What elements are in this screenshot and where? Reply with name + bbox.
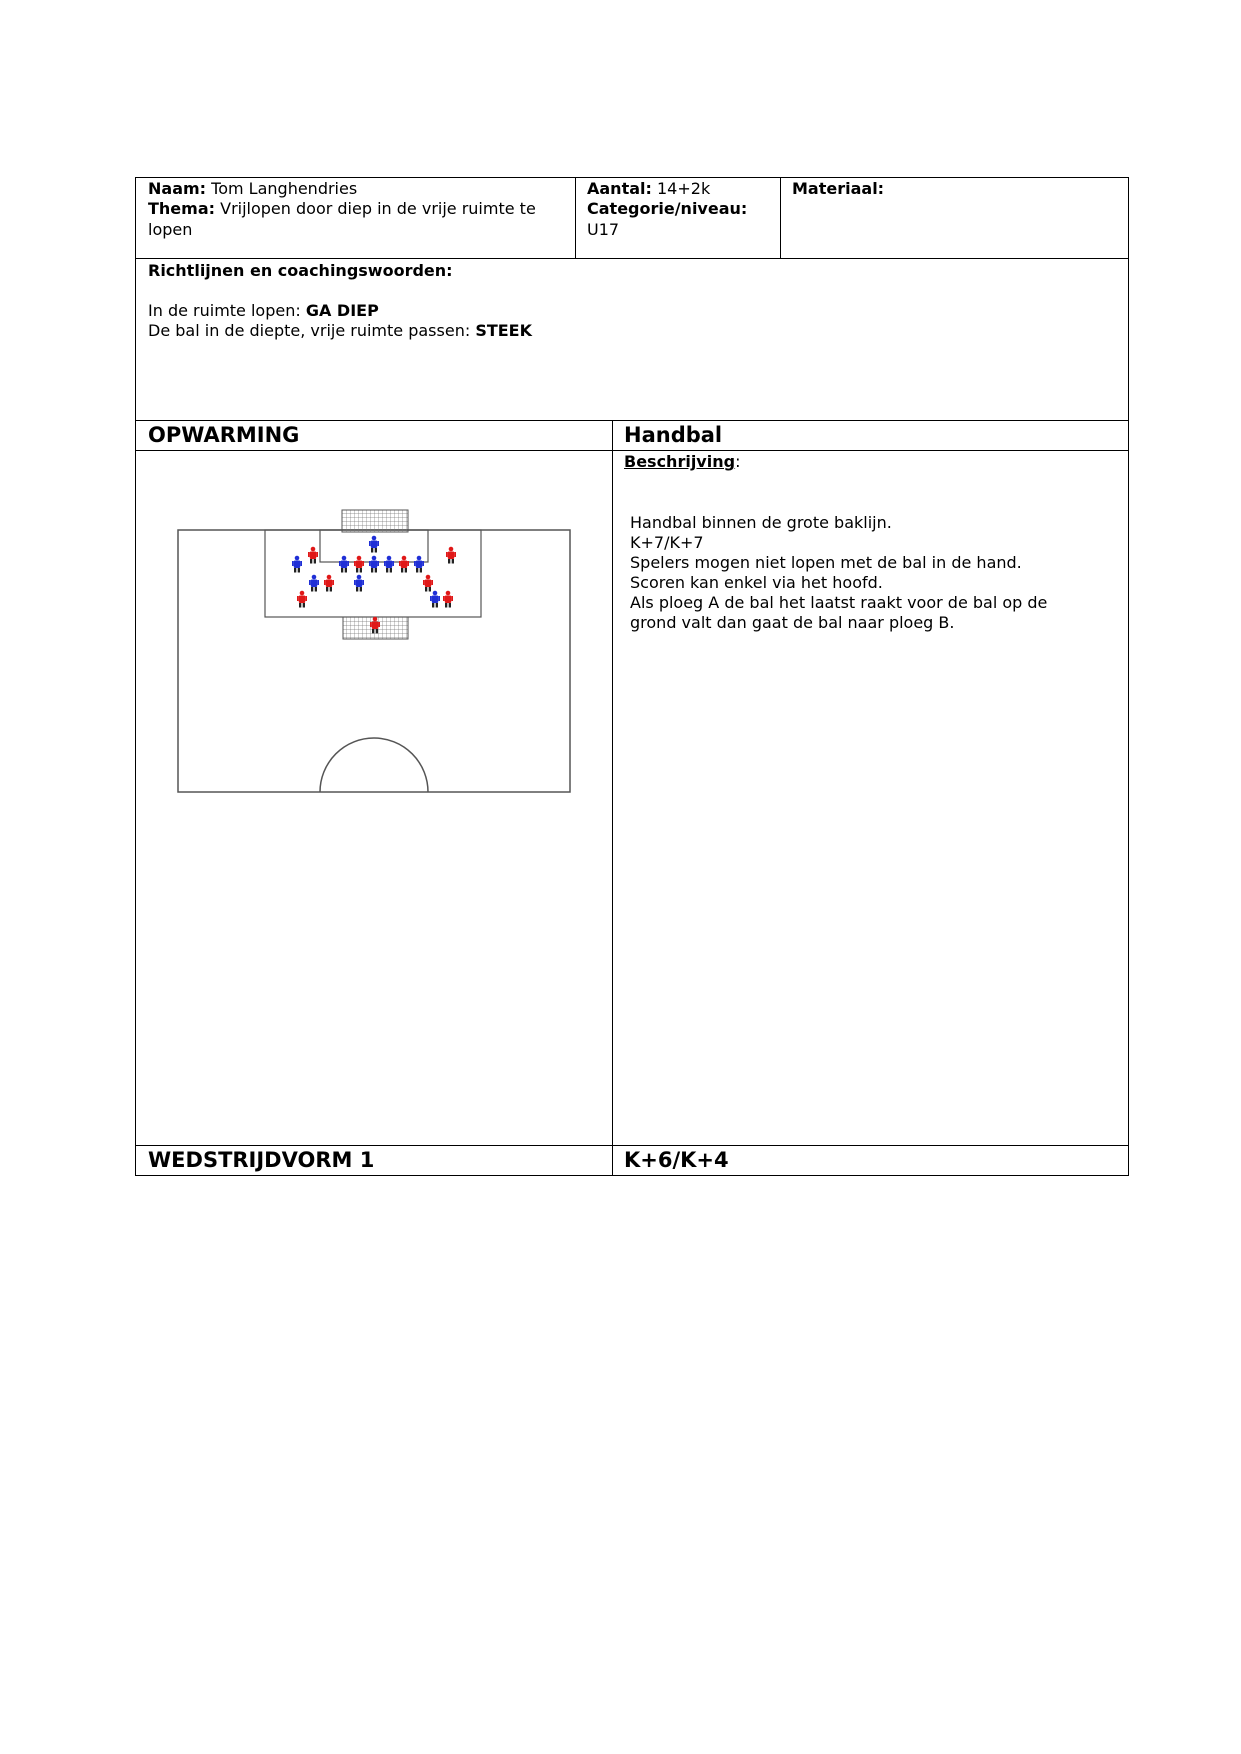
aantal-line — [587, 179, 710, 199]
coaching-title: Richtlijnen en coachingswoorden: — [148, 261, 453, 280]
coaching-keyword-steek: STEEK — [475, 321, 533, 340]
opwarming-title: OPWARMING — [148, 423, 300, 447]
naam-value: Tom Langhendries — [211, 179, 358, 198]
coaching-line1-prefix: In de ruimte lopen: — [148, 301, 306, 320]
thema-line — [148, 199, 536, 219]
materiaal-label: Materiaal: — [792, 179, 885, 198]
rule-header-col2 — [780, 177, 781, 259]
beschrijving-line-5: Als ploeg A de bal het laatst raakt voor de bal op de — [630, 593, 1048, 612]
wedstrijdvorm-title: WEDSTRIJDVORM 1 — [148, 1148, 375, 1172]
beschrijving-line-3: Spelers mogen niet lopen met de bal in de hand. — [630, 553, 1022, 572]
beschrijving-colon: : — [735, 452, 741, 471]
beschrijving-line-1: Handbal binnen de grote baklijn. — [630, 513, 892, 532]
field-outline — [178, 530, 570, 792]
rule-wedstrijd-top — [135, 1145, 1129, 1146]
goal-top — [342, 510, 408, 532]
aantal-value: 14+2k — [657, 179, 711, 198]
rule-header-bottom — [135, 258, 1129, 259]
thema-value-line2: lopen — [148, 220, 193, 239]
rule-main-col — [612, 420, 613, 1176]
aantal-label: Aantal: — [587, 179, 652, 198]
naam-line — [148, 179, 357, 199]
coaching-line1 — [148, 301, 379, 321]
categorie-label: Categorie/niveau: — [587, 199, 748, 218]
thema-label: Thema: — [148, 199, 216, 218]
beschrijving-line-2: K+7/K+7 — [630, 533, 704, 552]
thema-value-line1: Vrijlopen door diep in de vrije ruimte te — [220, 199, 536, 218]
coaching-keyword-ga-diep: GA DIEP — [305, 301, 379, 320]
categorie-value: U17 — [587, 220, 620, 239]
rule-header-col1 — [575, 177, 576, 259]
beschrijving-line-4: Scoren kan enkel via het hoofd. — [630, 573, 883, 592]
coaching-line2-prefix: De bal in de diepte, vrije ruimte passen: — [148, 321, 476, 340]
rule-opwarming-bottom — [135, 450, 1129, 451]
pitch-diagram — [170, 505, 580, 801]
coaching-line2 — [148, 321, 532, 341]
naam-label: Naam: — [148, 179, 207, 198]
beschrijving-heading — [624, 452, 740, 472]
beschrijving-line-6: grond valt dan gaat de bal naar ploeg B. — [630, 613, 955, 632]
wedstrijdvorm-exercise-title: K+6/K+4 — [624, 1148, 729, 1172]
beschrijving-label: Beschrijving — [624, 452, 736, 471]
rule-coaching-bottom — [135, 420, 1129, 421]
opwarming-exercise-title: Handbal — [624, 423, 723, 447]
